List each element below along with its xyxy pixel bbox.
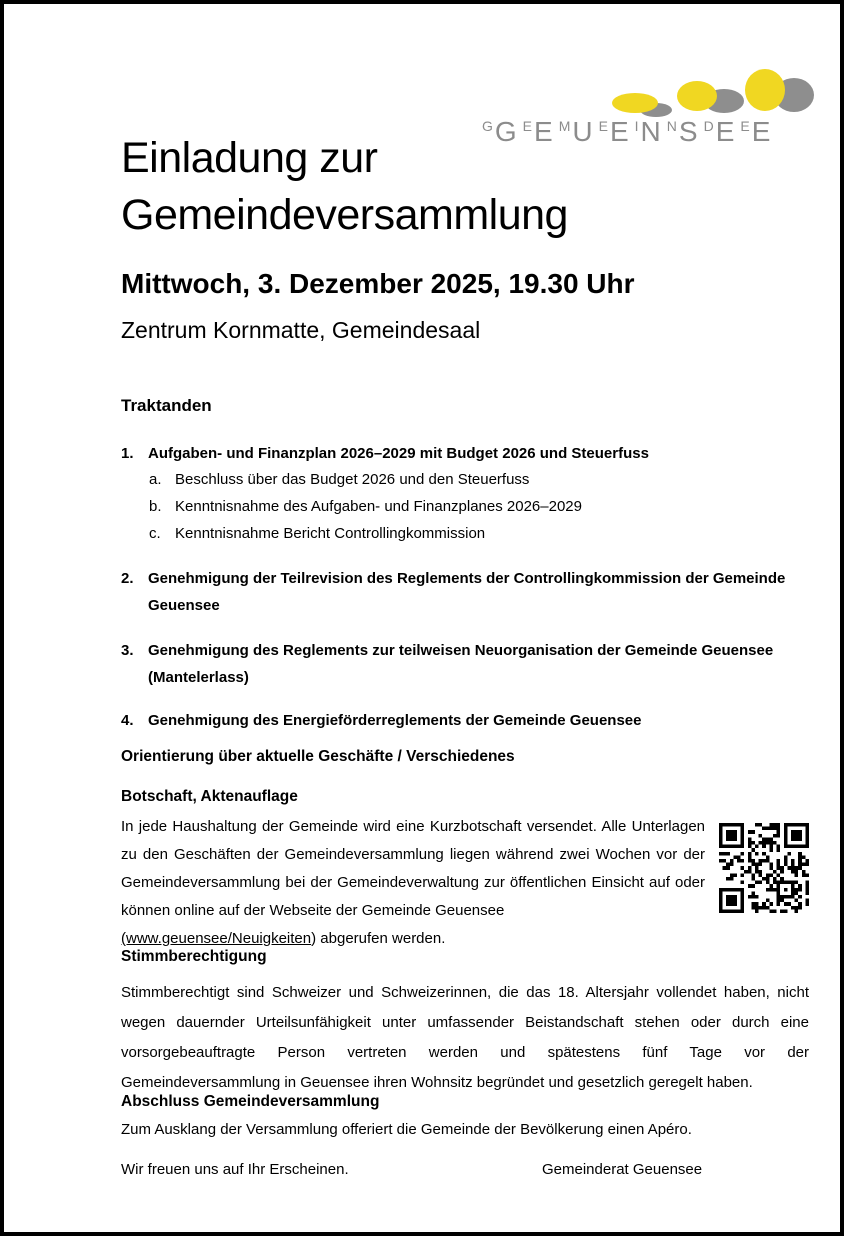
agenda-item-number: 2.	[121, 570, 134, 587]
stimmberechtigung-paragraph: Stimmberechtigt sind Schweizer und Schweizerinnen, die das 18. Altersjahr vollendet haben, nicht wegen dauernder Urteilsunfähigkeit unter umfassender Beistandschaft stehen oder durch eine vorsorgebeauftragte Person vertreten werden und spätestens fünf Tage vor der Gemeindeversammlung in Geuensee ihren Wohnsitz begründet und gesetzlich geregelt haben.	[121, 984, 809, 1091]
event-venue: Zentrum Kornmatte, Gemeindesaal	[121, 317, 481, 343]
stimmberechtigung-heading: Stimmberechtigung	[121, 948, 267, 965]
orientation-note: Orientierung über aktuelle Geschäfte / Verschiedenes	[121, 748, 515, 765]
agenda-item-4	[121, 707, 809, 734]
botschaft-paragraph	[121, 813, 705, 953]
logo-letter-pair: IN	[634, 116, 662, 147]
logo-letter-pair: NS	[666, 116, 699, 147]
closing-signature: Gemeinderat Geuensee	[542, 1161, 703, 1178]
abschluss-heading: Abschluss Gemeindeversammlung	[121, 1093, 380, 1110]
agenda-item-number: 4.	[121, 712, 134, 729]
logo-letter-pair: EE	[522, 116, 554, 147]
page-title-line2: Gemeindeversammlung	[121, 191, 568, 239]
agenda-subitem-a	[149, 466, 837, 493]
agenda-item-text: Aufgaben- und Finanzplan 2026–2029 mit Budget 2026 und Steuerfuss	[148, 445, 649, 462]
abschluss-text: Zum Ausklang der Versammlung offeriert die Gemeinde der Bevölkerung einen Apéro.	[121, 1121, 692, 1138]
agenda-item-3	[121, 637, 809, 691]
agenda-subitem-text: Kenntnisnahme des Aufgaben- und Finanzplanes 2026–2029	[175, 498, 582, 515]
agenda-subitem-letter: b.	[149, 498, 162, 515]
agenda-item-text: Genehmigung des Reglements zur teilweisen Neuorganisation der Gemeinde Geuensee (Mantelerlass)	[148, 642, 774, 686]
agenda-item-2	[121, 565, 809, 619]
agenda-subitem-c	[149, 520, 837, 547]
botschaft-text: In jede Haushaltung der Gemeinde wird eine Kurzbotschaft versendet. Alle Unterlagen zu den Geschäften der Gemeindeversammlung liegen während zwei Wochen vor der Gemeindeversammlung bei der Gemeindeverwaltung zur öffentlichen Einsicht auf oder können online auf der Webseite der Gemeinde Geuensee	[121, 818, 705, 919]
agenda-item-1	[121, 440, 809, 467]
logo-letter-pair: EE	[598, 116, 630, 147]
closing-left: Wir freuen uns auf Ihr Erscheinen.	[121, 1161, 349, 1178]
agenda-heading: Traktanden	[121, 396, 212, 415]
logo-letter-pair: GG	[482, 116, 518, 147]
agenda-item-text: Genehmigung der Teilrevision des Reglements der Controllingkommission der Gemeinde Geuensee	[148, 570, 786, 614]
botschaft-heading: Botschaft, Aktenauflage	[121, 788, 298, 805]
page-title-line1: Einladung zur	[121, 134, 378, 182]
website-link[interactable]: (www.geuensee/Neuigkeiten	[121, 930, 312, 947]
qr-code	[719, 823, 809, 913]
agenda-subitem-letter: a.	[149, 471, 162, 488]
event-datetime: Mittwoch, 3. Dezember 2025, 19.30 Uhr	[121, 268, 635, 299]
logo-letter-pair: MU	[558, 116, 594, 147]
closing-line	[121, 1161, 809, 1178]
agenda-subitem-b	[149, 493, 837, 520]
page-title	[121, 130, 809, 244]
agenda-item-number: 3.	[121, 642, 134, 659]
agenda-subitem-text: Beschluss über das Budget 2026 und den Steuerfuss	[175, 471, 530, 488]
agenda-subitems	[121, 466, 837, 547]
agenda-subitem-letter: c.	[149, 525, 161, 542]
logo-letter-pair: EE	[740, 116, 772, 147]
logo-letter-pair: DE	[703, 116, 736, 147]
agenda-subitem-text: Kenntnisnahme Bericht Controllingkommission	[175, 525, 486, 542]
botschaft-text-after-link: ) abgerufen werden.	[311, 930, 446, 947]
agenda-item-text: Genehmigung des Energieförderreglements der Gemeinde Geuensee	[148, 712, 642, 729]
agenda-item-number: 1.	[121, 445, 134, 462]
logo-stones-icon	[604, 60, 819, 124]
